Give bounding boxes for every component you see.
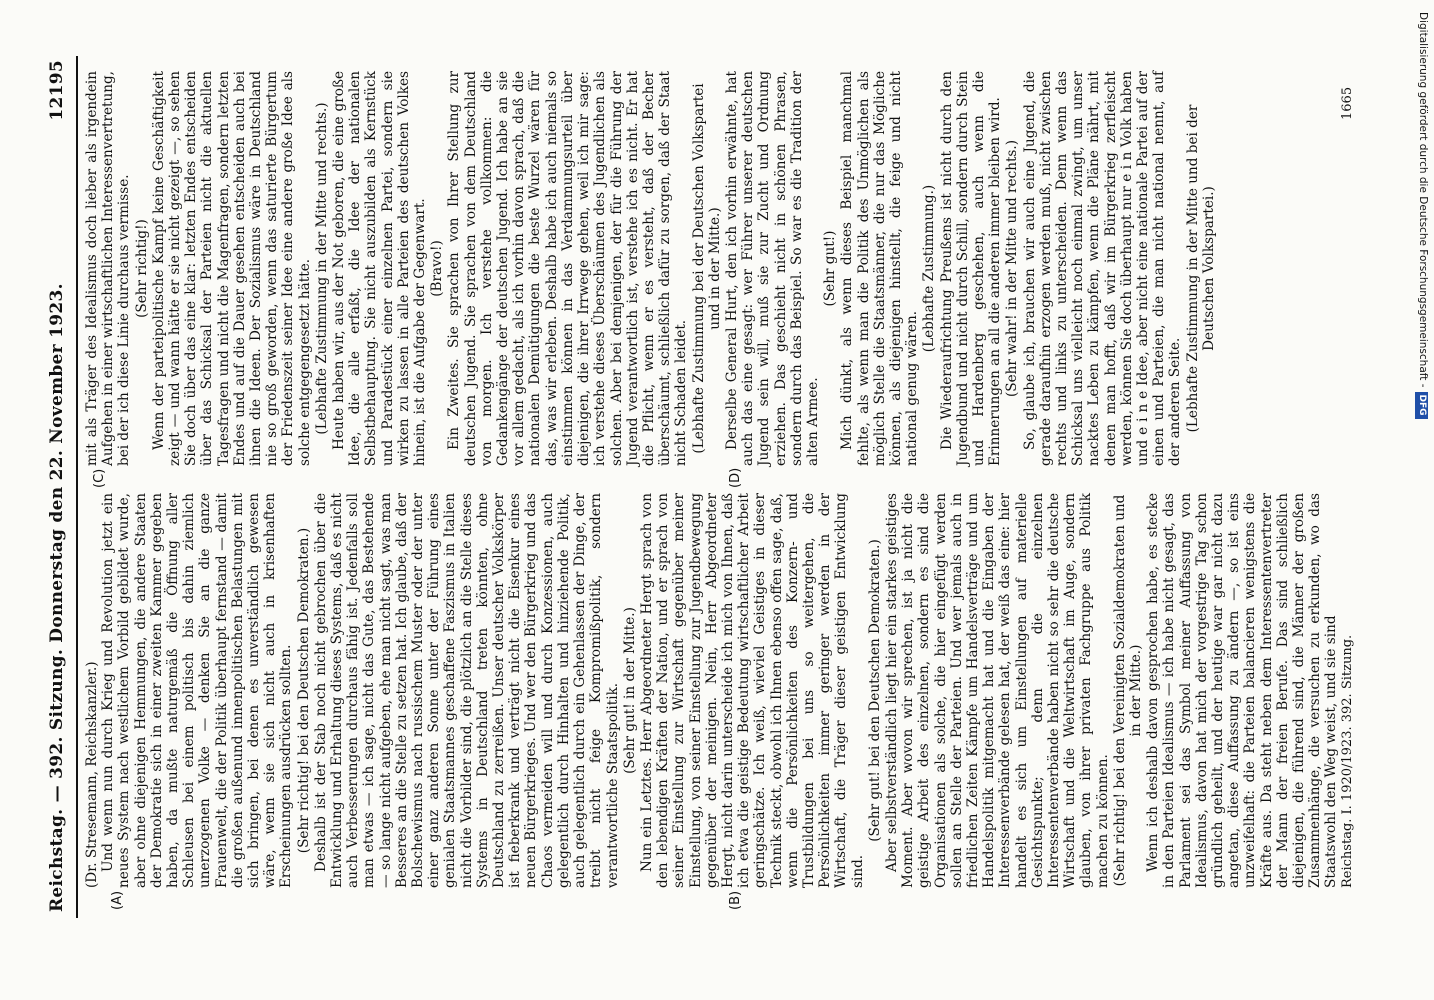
- paragraph: Wenn der parteipolitische Kampf keine Geschäftigkeit zeigt — und wann hätte er sie nicht gezeigt —, so sehen Sie doch über das eine klar: letzten Endes entscheiden über das Schicksal der Parteien nicht die aktuellen Tagesfragen und nicht die Magenfragen, sondern letzten Endes und auf die Dauer gesehen entscheiden auch bei ihnen die Ideen. Der Sozialismus wäre in Deutschland nie so groß geworden, wenn das saturierte Bürgertum der Friedenszeit seiner Idee eine andere große Idee als solche entgegengesetzt hätte.: [150, 71, 313, 466]
- header-rule: [76, 56, 78, 918]
- interjection: (Sehr gut! bei den Deutschen Demokraten.): [866, 539, 883, 842]
- paragraph: Aber selbstverständlich liegt hier ein starkes geistiges Moment. Aber wovon wir sprechen, ist ja nicht die geistige Arbeit des einzelnen, sondern es sind die Organisationen als solche, die hier eingefügt werden sollen an Stelle der Parteien. Und wer jemals auch in friedlichen Zeiten Kämpfe um Handelsverträge und um Handelspolitik mitgemacht hat und die Eingaben der Interessenverbände gelesen hat, der weiß das eine: hier handelt es sich um Einstellungen auf materielle Gesichtspunkte; denn die einzelnen Interessentenverbände haben nicht so sehr die deutsche Wirtschaft und die Weltwirtschaft im Auge, sondern glauben, von ihrer privaten Fachgruppe aus Politik machen zu können.: [883, 493, 1111, 888]
- interjection: (Lebhafte Zustimmung.): [921, 184, 938, 353]
- interjection: (Sehr richtig!): [133, 219, 150, 318]
- dfg-logo: DFG: [1415, 392, 1428, 419]
- paragraph: mit als Träger des Idealismus doch lieber als irgendein Aufgehen in einer wirtschaftlichen Interessenvertretung, bei der ich diese Linie durchaus vermisse.: [84, 71, 133, 466]
- interjection: (Sehr gut!): [822, 230, 839, 307]
- interjection: (Sehr gut! in der Mitte.): [621, 607, 638, 774]
- paragraph: Die Wiederaufrichtung Preußens ist nicht durch den Jugendbund und nicht durch Schill, sondern durch Stein und Hardenberg geschehen, auch wenn die Erinnerungen an all die anderen immer bleiben wird.: [938, 71, 1004, 466]
- interjection: (Bravo!): [429, 240, 446, 297]
- paragraph: Nun ein Letztes. Herr Abgeordneter Hergt sprach von den lebendigen Kräften der Nation, und er sprach von seiner Einstellung zur Wirtschaft gegenüber meiner Einstellung, von seiner Einstellung zur Jugendbewegung gegenüber der meinigen. Nein, Herr Abgeordneter Hergt, nicht darin unterscheide ich mich von Ihnen, daß ich etwa die geistige Bedeutung wirtschaftlicher Arbeit geringschätze. Ich weiß, wieviel Geistiges in dieser Technik steckt, obwohl ich Ihnen ebenso offen sage, daß, wenn die Persönlichkeiten des Konzern- und Trustbildungen bei uns so weitergehen, die Persönlichkeiten immer geringer werden in der Wirtschaft, die Träger dieser geistigen Entwicklung sind.: [638, 493, 866, 888]
- page-header: [46, 60, 68, 912]
- text-column-right: [84, 71, 1217, 466]
- interjection: (Lebhafte Zustimmung in der Mitte und rechts.): [313, 102, 330, 435]
- paragraph: Derselbe General Hurt, den ich vorhin erwähnte, hat auch das eine gesagt: wer Führer unserer deutschen Jugend sein will, muß sie zur Zucht und Ordnung erziehen. Das geschieht nicht in schönen Phrasen, sondern durch das Beispiel. So war es die Tradition der alten Armee.: [723, 71, 821, 466]
- header-title: Reichstag. — 392. Sitzung. Donnerstag den 22. November 1923.: [47, 283, 67, 912]
- margin-letter-c: (C): [92, 468, 107, 488]
- paragraph: Heute haben wir, aus der Not geboren, die eine große Idee, die alle erfaßt, die Idee der nationalen Selbstbehauptung. Sie nicht auszubilden als Kernstück und Paradestück einer einzelnen Partei, sondern sie wirken zu lassen in alle Parteien des deutschen Volkes hinein, ist die Aufgabe der Gegenwart.: [331, 71, 429, 466]
- interjection: (Sehr richtig! bei den Deutschen Demokraten.): [295, 527, 312, 854]
- paragraph: So, glaube ich, brauchen wir auch eine Jugend, die gerade daraufhin erzogen werden muß, nicht zwischen rechts und links zu unterscheiden. Denn wenn das Schicksal uns vielleicht noch einmal zwingt, um unser nacktes Leben zu kämpfen, wenn die Pläne nährt, mit denen man hofft, daß wir im Bürgerkrieg zerfleischt werden, können Sie doch überhaupt nur e i n Volk haben und e i n e Idee, aber nicht eine nationale Partei auf der einen und Parteien, die man nicht national nennt, auf der anderen Seite.: [1021, 71, 1184, 466]
- margin-letter-d: (D): [728, 467, 743, 488]
- paragraph: Und wenn nun durch Krieg und Revolution jetzt ein neues System nach westlichem Vorbild gebildet wurde, aber ohne diejenigen Hemmungen, die andere Staaten der Demokratie sich in einer zweiten Kammer gegeben haben, da mußte naturgemäß die Öffnung aller Schleusen bei einem politisch bis dahin ziemlich unerzogenen Volke — denken Sie an die ganze Frauenwelt, die der Politik überhaupt fernstand — damit die großen außenund innenpolitischen Belastungen mit sich bringen, bei denen es unverständlich gewesen wäre, wenn sie sich nicht auch in krisenhaften Erscheinungen ausdrücken sollten.: [100, 493, 295, 888]
- footer-left: Reichstag. I. 1920/1923. 392. Sitzung.: [1340, 634, 1355, 888]
- text-column-left: [84, 493, 1340, 888]
- paragraph: Mich dünkt, als wenn dieses Beispiel manchmal fehlte, als wenn man die Politik des Unmöglichen als möglich Stelle die Staatsmänner, die nur das Mögliche können, als diejenigen hinstellt, die feige und nicht national genug wären.: [839, 71, 921, 466]
- digitization-text: Digitalisierung gefördert durch die Deutsche Forschungsgemeinschaft -: [1417, 12, 1429, 388]
- paragraph: Ein Zweites. Sie sprachen von Ihrer Stellung zur deutschen Jugend. Sie sprachen von dem Deutschland von morgen. Ich verstehe vollkommen: die Gedankengänge der deutschen Jugend. Ich habe an sie vor allem gedacht, als ich vorhin davon sprach, daß die nationalen Demütigungen die beste Wurzel wären für das, was wir erleben. Deshalb habe ich auch niemals so einstimmen können in das Verdammungsurteil über diejenigen, die ihrer Irrwege gehen, weil ich mir sage: ich verstehe dieses Überschäumen des Jugendlichen als solchen. Aber bei demjenigen, der für die Führung der Jugend verantwortlich ist, verstehe ich es nicht. Er hat die Pflicht, wenn er es versteht, daß der Becher überschäumt, schließlich dafür zu sorgen, daß der Staat nicht Schaden leidet.: [446, 71, 690, 466]
- interjection: (Lebhafte Zustimmung in der Mitte und bei der Deutschen Volkspartei.): [1184, 104, 1217, 433]
- page-number: 12195: [47, 60, 67, 121]
- speaker-label: (Dr. Stresemann, Reichskanzler.): [84, 661, 100, 888]
- digitization-note: [1412, 0, 1434, 1000]
- paragraph: Deshalb ist der Stab noch nicht gebrochen über die Entwicklung und Erhaltung dieses Systems, daß es nicht auch Verbesserungen durchaus fähig ist. Jedenfalls soll man etwas — ich sage, nicht das Gute, das Bestehende — so lange nicht aufgeben, ehe man nicht sagt, was man Besseres an die Stelle zu setzen hat. Ich glaube, daß der Bolschewismus nach russischem Muster oder der unter einer ganz anderen Sonne unter der Führung eines genialen Staatsmannes geschaffene Faszismus in Italien nicht die Vorbilder sind, die plötzlich an die Stelle dieses Systems in Deutschland treten könnten, ohne Deutschland zu zerreißen. Unser deutscher Volkskörper ist fieberkrank und verträgt nicht die Eisenkur eines neuen Bürgerkrieges. Und wer den Bürgerkrieg und das Chaos vermeiden will und durch Konzessionen, auch gelegentlich durch Hinhalten und hinziehende Politik, auch gelegentlich durch ein Gehenlassen der Dinge, der treibt nicht feige Kompromißpolitik, sondern verantwortliche Staatspolitik.: [312, 493, 621, 888]
- interjection: (Lebhafte Zustimmung bei der Deutschen Volkspartei und in der Mitte.): [690, 83, 723, 454]
- interjection: (Sehr richtig! bei den Vereinigten Sozialdemokraten und in der Mitte.): [1111, 494, 1144, 887]
- margin-letter-b: (B): [728, 890, 743, 910]
- margin-letter-a: (A): [110, 890, 125, 910]
- interjection: (Sehr wahr! in der Mitte und rechts.): [1004, 139, 1021, 398]
- paragraph: Wenn ich deshalb davon gesprochen habe, es stecke in den Parteien Idealismus — ich habe nicht gesagt, das Parlament sei das Symbol meiner Auffassung von Idealismus, davon hat mich der vorgestrige Tag schon gründlich geheilt, und der heutige war gar nicht dazu angetan, diese Auffassung zu ändern —, so ist eins unzweifelhaft: die Parteien balancieren wenigstens die Kräfte aus. Da steht neben dem Interessentenvertreter der Mann der freien Berufe. Das sind schließlich diejenigen, die führend sind, die Männer der großen Zusammenhänge, die versuchen zu erkunden, wo das Staatswohl den Weg weist, und sie sind: [1145, 493, 1340, 888]
- footer-page-number: 1665: [1340, 86, 1355, 120]
